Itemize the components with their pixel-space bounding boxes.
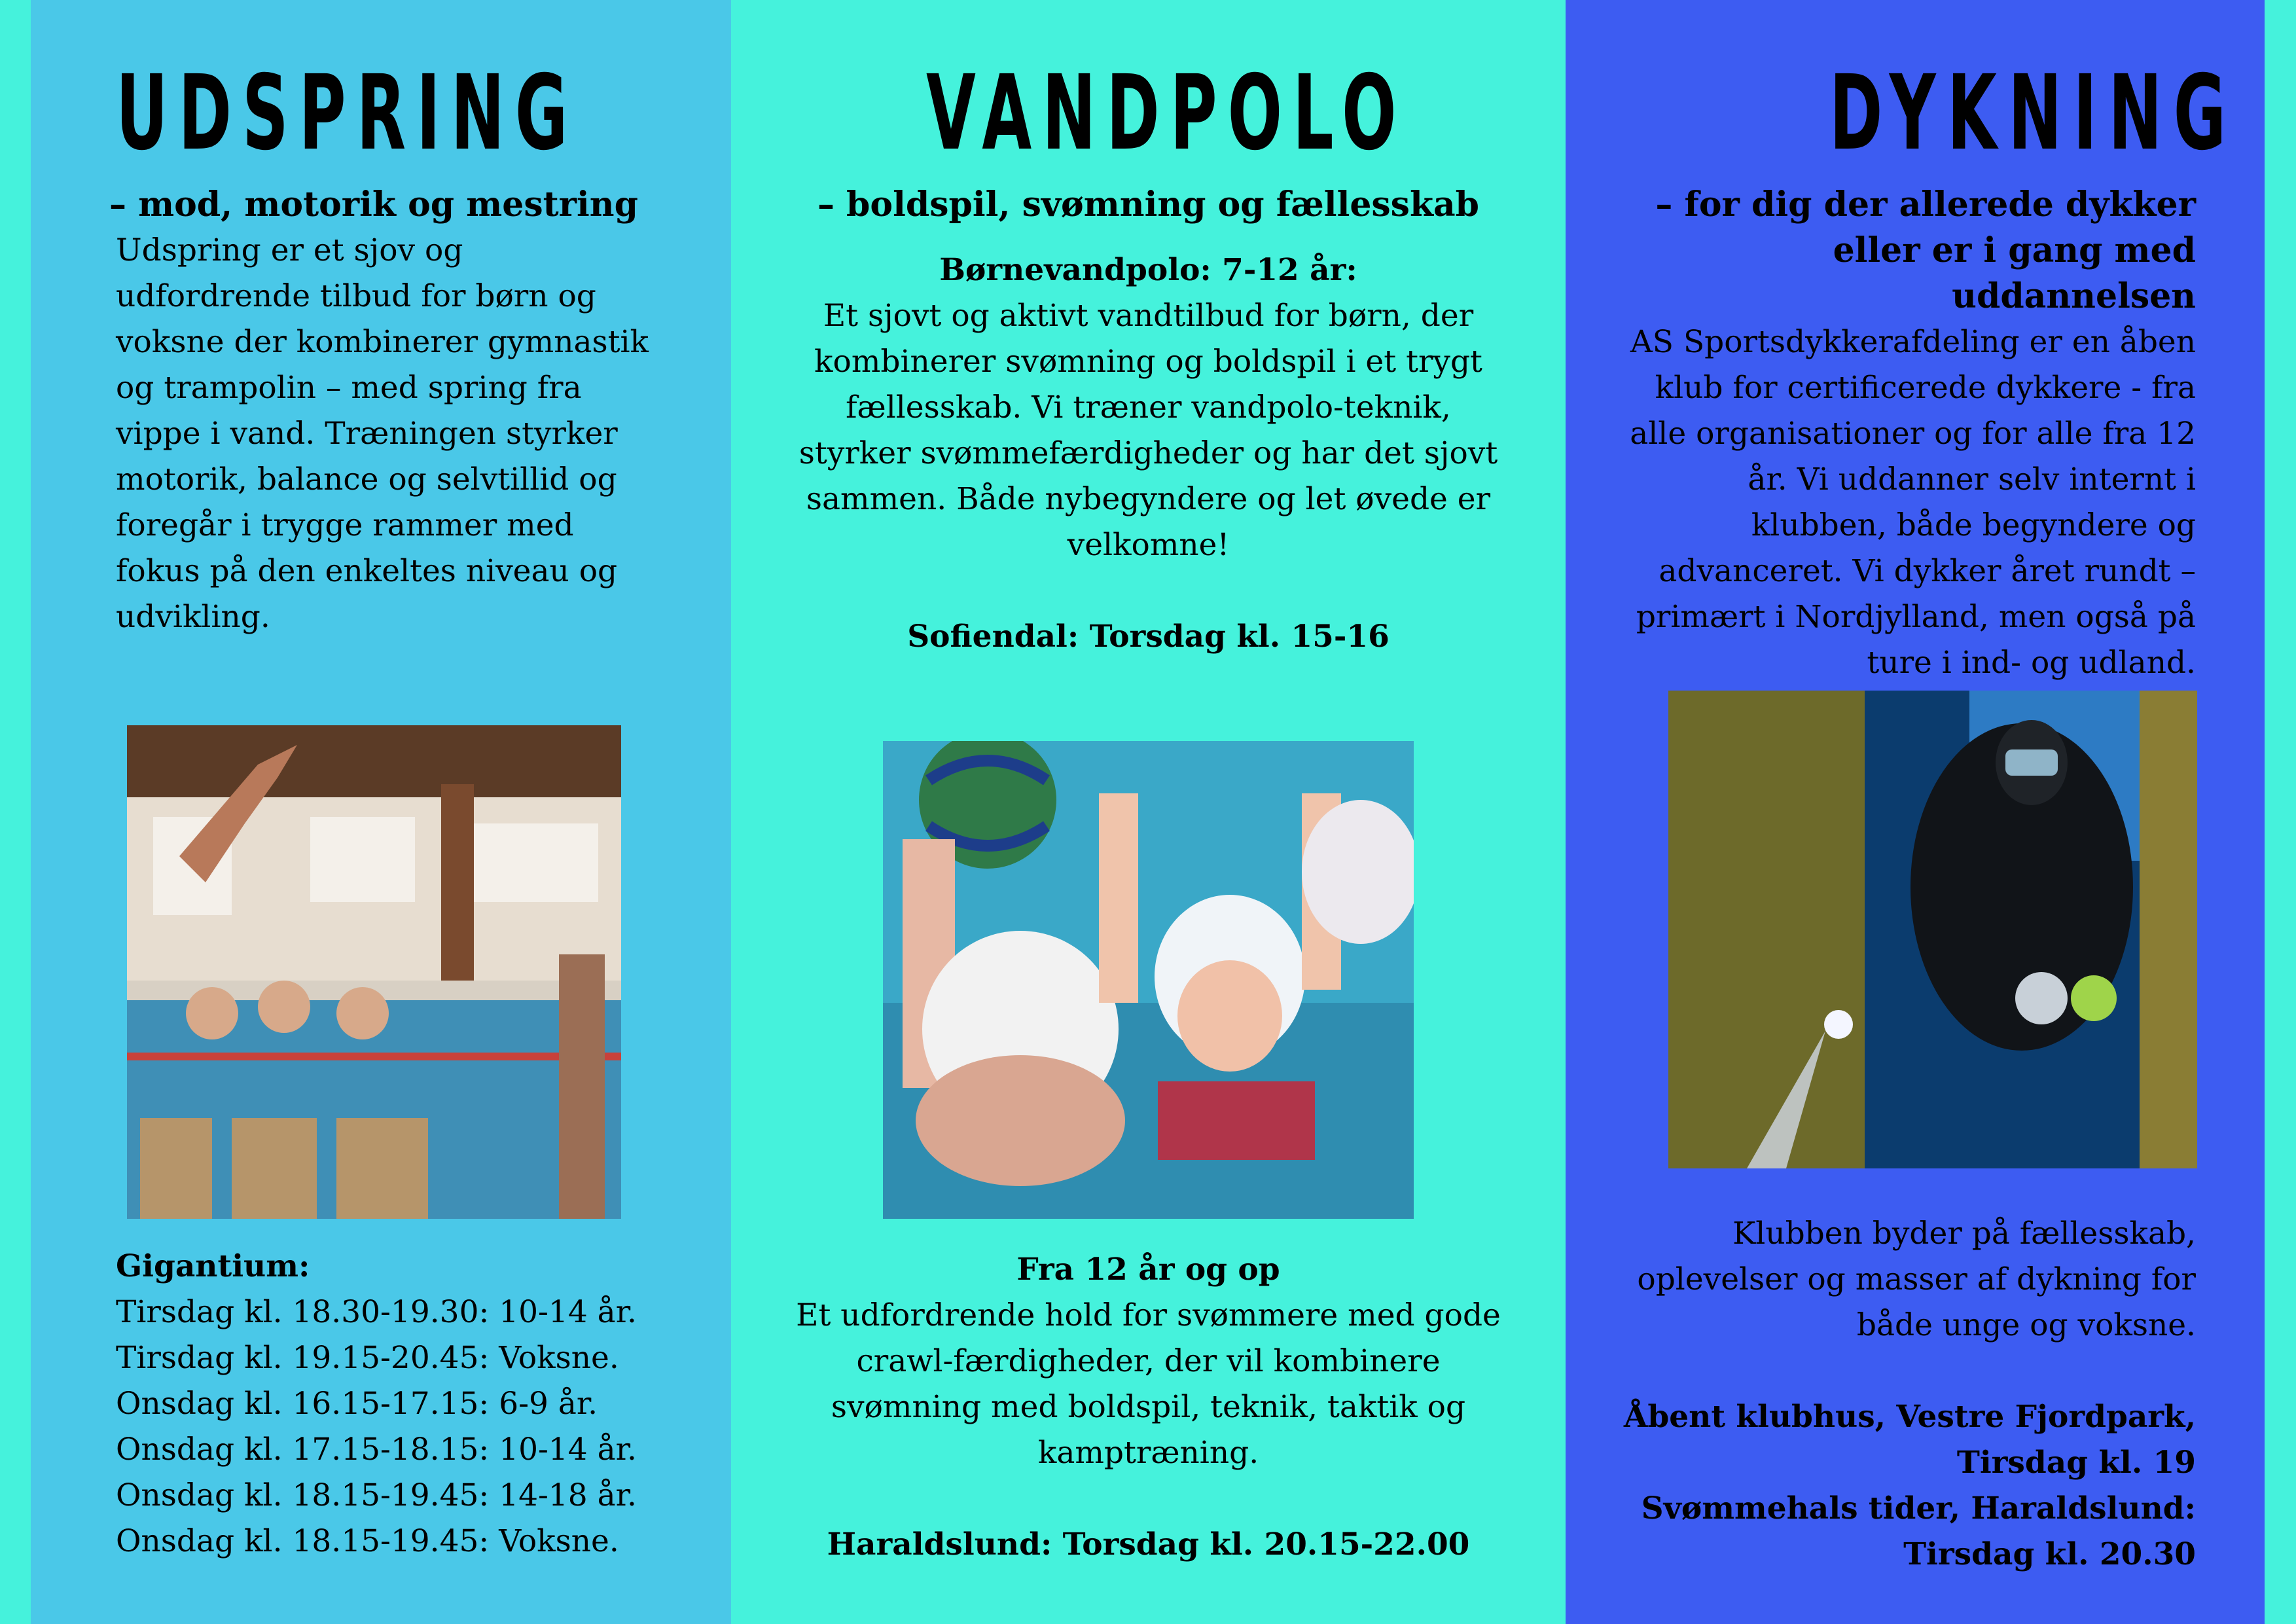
dykning-title: DYKNING	[1829, 53, 2238, 173]
diver-photo	[1668, 691, 2197, 1168]
vandpolo-subtitle: – boldspil, svømning og fællesskab	[817, 185, 1480, 225]
schedule-item: Onsdag kl. 18.15-19.45: Voksne.	[116, 1523, 619, 1559]
schedule-item: Onsdag kl. 16.15-17.15: 6-9 år.	[116, 1386, 598, 1422]
dykning-time-clubhouse: Åbent klubhus, Vestre Fjordpark, Tirsdag kl. 19	[1623, 1399, 2196, 1481]
schedule-item: Onsdag kl. 17.15-18.15: 10-14 år.	[116, 1432, 637, 1468]
dykning-lower-section	[1605, 1211, 2196, 1578]
vandpolo-title: VANDPOLO	[926, 53, 1407, 173]
vandpolo-adult-section	[790, 1247, 1507, 1568]
schedule-item: Tirsdag kl. 18.30-19.30: 10-14 år.	[116, 1294, 637, 1330]
schedule-item: Onsdag kl. 18.15-19.45: 14-18 år.	[116, 1477, 637, 1513]
udspring-title: UDSPRING	[116, 53, 579, 173]
udspring-schedule	[116, 1244, 653, 1564]
diving-photo	[127, 725, 621, 1219]
udspring-description: Udspring er et sjov og udfordrende tilbud for børn og voksne der kombinerer gymnastik og trampolin – med spring fra vippe i vand. Træningen styrker motorik, balance og selvtillid og foregår i trygge rammer med fokus på den enkeltes niveau og udvikling.	[116, 232, 649, 635]
dykning-description: AS Sportsdykkerafdeling er en åben klub for certificerede dykkere - fra alle organisationer og for alle fra 12 år. Vi uddanner selv internt i klubben, både begyndere og advanceret. Vi dykker året rundt – primært i Nordjylland, men også på ture i ind- og udland.	[1630, 324, 2196, 681]
kids-heading: Børnevandpolo: 7-12 år:	[939, 252, 1357, 288]
adult-heading: Fra 12 år og op	[1016, 1252, 1280, 1288]
waterpolo-photo	[883, 741, 1414, 1219]
udspring-subtitle: – mod, motorik og mestring	[109, 185, 638, 225]
dykning-subtitle: – for dig der allerede dykker eller er i gang med uddannelsen	[1655, 185, 2196, 316]
adult-text: Et udfordrende hold for svømmere med gode crawl-færdigheder, der vil kombinere svømning med boldspil, teknik, taktik og kamptræning.	[796, 1297, 1501, 1471]
dykning-panel	[1566, 0, 2265, 1624]
udspring-panel	[31, 0, 731, 1624]
vandpolo-panel	[731, 0, 1566, 1624]
dykning-time-pool: Svømmehals tider, Haraldslund: Tirsdag kl. 20.30	[1641, 1490, 2196, 1572]
schedule-item: Tirsdag kl. 19.15-20.45: Voksne.	[116, 1340, 619, 1376]
kids-text: Et sjovt og aktivt vandtilbud for børn, der kombinerer svømning og boldspil i et trygt fællesskab. Vi træner vandpolo-teknik, styrker svømmefærdigheder og har det sjovt sammen. Både nybegyndere og let øvede er velkomne!	[798, 298, 1498, 563]
adult-time: Haraldslund: Torsdag kl. 20.15-22.00	[827, 1526, 1470, 1562]
schedule-heading: Gigantium:	[116, 1248, 310, 1284]
kids-time: Sofiendal: Torsdag kl. 15-16	[907, 619, 1390, 655]
dykning-closing: Klubben byder på fællesskab, oplevelser og masser af dykning for både unge og voksne.	[1637, 1216, 2196, 1343]
